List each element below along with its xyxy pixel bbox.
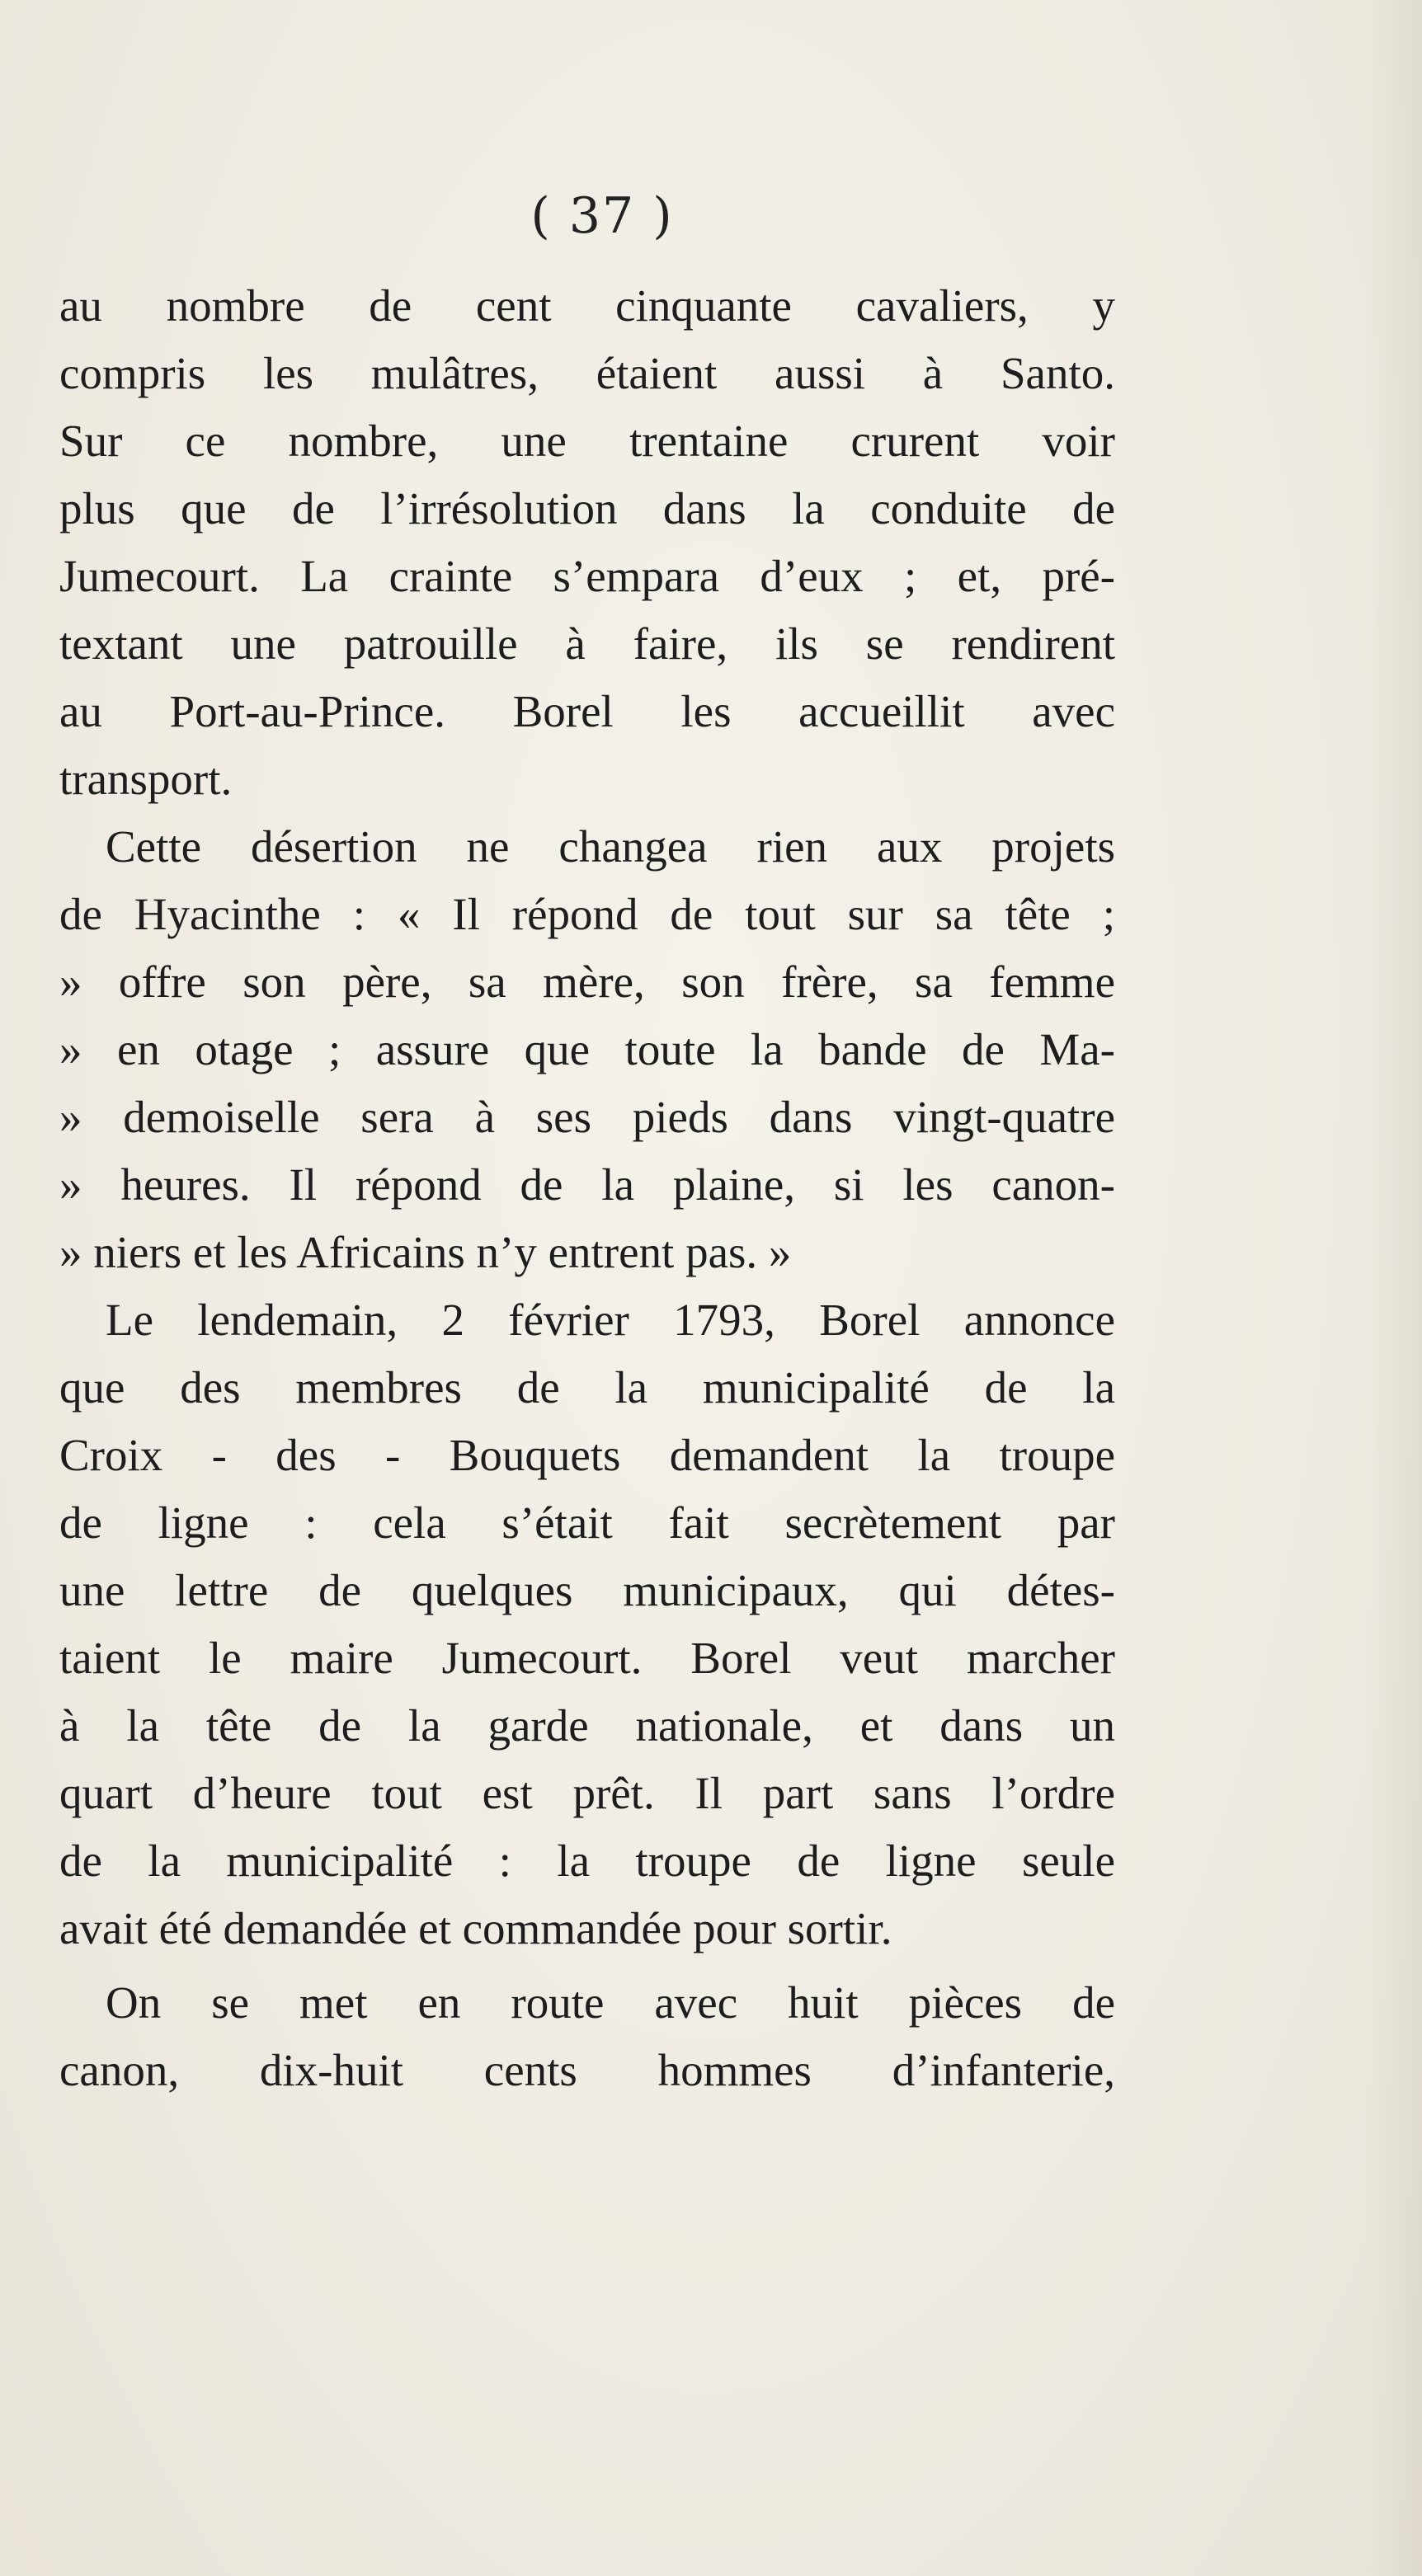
page-edge-shadow	[1364, 0, 1422, 2576]
text-line: » en otage ; assure que toute la bande de Ma-	[59, 1024, 1115, 1074]
text-line: Cette désertion ne changea rien aux projets	[106, 821, 1115, 872]
text-line: au Port-au-Prince. Borel les accueillit avec	[59, 686, 1115, 736]
text-line: » demoiselle sera à ses pieds dans vingt-quatre	[59, 1092, 1115, 1142]
text-line: de Hyacinthe : « Il répond de tout sur sa tête ;	[59, 889, 1115, 939]
text-line: plus que de l’irrésolution dans la conduite de	[59, 483, 1115, 534]
text-line: de ligne : cela s’était fait secrètement par	[59, 1497, 1115, 1548]
text-line: On se met en route avec huit pièces de	[106, 1977, 1115, 2028]
text-line: au nombre de cent cinquante cavaliers, y	[59, 280, 1115, 331]
text-line: que des membres de la municipalité de la	[59, 1362, 1115, 1413]
text-line: textant une patrouille à faire, ils se rendirent	[59, 618, 1115, 669]
text-line: Jumecourt. La crainte s’empara d’eux ; et, pré-	[59, 551, 1115, 601]
text-line: » offre son père, sa mère, son frère, sa femme	[59, 957, 1115, 1007]
text-line: » heures. Il répond de la plaine, si les canon-	[59, 1159, 1115, 1210]
text-line: compris les mulâtres, étaient aussi à Santo.	[59, 348, 1115, 398]
page-number: ( 37 )	[530, 187, 674, 245]
text-line: Le lendemain, 2 février 1793, Borel annonce	[106, 1295, 1115, 1345]
text-line: avait été demandée et commandée pour sortir.	[59, 1903, 892, 1953]
text-line: transport.	[59, 754, 233, 804]
text-line: à la tête de la garde nationale, et dans un	[59, 1700, 1115, 1751]
text-line: » niers et les Africains n’y entrent pas. »	[59, 1227, 792, 1277]
text-line: canon, dix-huit cents hommes d’infanterie,	[59, 2045, 1115, 2095]
text-line: Croix - des - Bouquets demandent la troupe	[59, 1430, 1115, 1480]
text-line: de la municipalité : la troupe de ligne seule	[59, 1836, 1115, 1886]
text-line: une lettre de quelques municipaux, qui détes-	[59, 1565, 1115, 1615]
text-line: Sur ce nombre, une trentaine crurent voir	[59, 416, 1115, 466]
body-text	[59, 272, 1115, 2104]
text-line: taient le maire Jumecourt. Borel veut marcher	[59, 1633, 1115, 1683]
text-line: quart d’heure tout est prêt. Il part sans l’ordre	[59, 1768, 1115, 1818]
paragraph-gap	[59, 1963, 1115, 1969]
